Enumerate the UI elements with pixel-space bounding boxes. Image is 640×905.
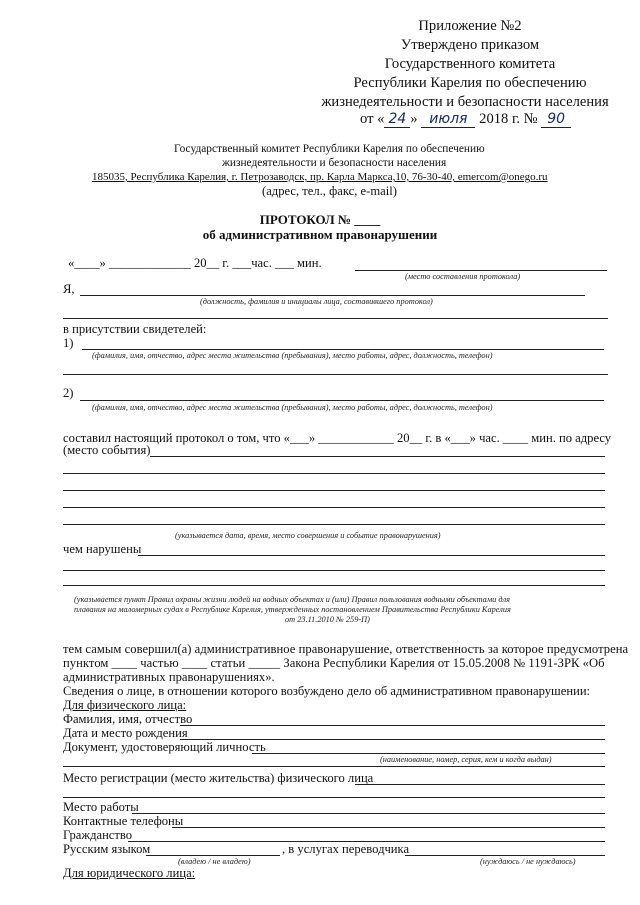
committed-line-3: административных правонарушениях». xyxy=(63,670,275,684)
witness-2-label: 2) xyxy=(63,386,74,400)
violated-label: чем нарушены xyxy=(63,542,142,556)
rules-caption-2: плавания на маломерных судах в Республике Карелия, утвержденных постановлением Правительства Республики Карелия xyxy=(74,605,511,614)
legal-heading: Для юридического лица: xyxy=(63,866,196,880)
event-place-label: (место события) xyxy=(63,443,151,457)
date-prefix: от « xyxy=(360,111,385,127)
phones-label: Контактные телефоны xyxy=(63,814,184,828)
appendix-line-4: Республики Карелия по обеспечению xyxy=(353,75,587,91)
appendix-line-5: жизнедеятельности и безопасности населения xyxy=(321,94,609,110)
rules-caption-1: (указывается пункт Правил охраны жизни людей на водных объектах и (или) Правил пользования водными объектами для xyxy=(74,595,511,604)
witness-2-caption: (фамилия, имя, отчество, адрес места жительства (пребывания), место работы, адрес, должность, телефон) xyxy=(92,403,493,412)
org-contacts-caption: (адрес, тел., факс, e-mail) xyxy=(262,184,397,198)
witness-1-label: 1) xyxy=(63,336,74,350)
committed-line-2: пунктом ____ частью ____ статьи _____ Закона Республики Карелия от 15.05.2008 № 1191-ЗРК «Об xyxy=(63,656,605,670)
fio-label: Фамилия, имя, отчество xyxy=(63,712,193,726)
witness-1-caption: (фамилия, имя, отчество, адрес места жительства (пребывания), место работы, адрес, должность, телефон) xyxy=(92,351,493,360)
committed-line-1: тем самым совершил(а) административное правонарушение, ответственность за которое предусмотрена xyxy=(63,642,629,656)
doc-underline-2[interactable] xyxy=(63,766,605,767)
registration-label: Место регистрации (место жительства) физического лица xyxy=(63,771,374,785)
work-underline[interactable] xyxy=(132,813,605,814)
russian-label: Русским языком xyxy=(63,842,151,856)
date-day-handwritten: 24 xyxy=(384,111,410,128)
protocol-subtitle: об административном правонарушении xyxy=(202,227,438,242)
witness-2-underline xyxy=(80,400,604,401)
official-caption: (должность, фамилия и инициалы лица, составившего протокол) xyxy=(200,297,433,306)
info-line: Сведения о лице, в отношении которого возбуждено дело об административном правонарушении: xyxy=(63,684,591,698)
org-name-line-2: жизнедеятельности и безопасности населения xyxy=(222,157,447,169)
date-month-handwritten: июля xyxy=(421,111,475,128)
witnesses-label: в присутствии свидетелей: xyxy=(63,322,207,336)
date-time-line: «____» _____________ 20__ г. ___час. ___ мин. xyxy=(68,256,322,270)
work-label: Место работы xyxy=(63,800,139,814)
violated-underline-3 xyxy=(63,585,605,586)
protocol-title: ПРОТОКОЛ № ____ xyxy=(259,212,381,227)
phones-underline[interactable] xyxy=(172,827,605,828)
ya-label: Я, xyxy=(63,282,75,296)
event-underline-2 xyxy=(63,473,605,474)
citizenship-label: Гражданство xyxy=(63,828,133,842)
appendix-line-2: Утверждено приказом xyxy=(400,37,540,53)
registration-underline[interactable] xyxy=(355,784,605,785)
appendix-line-3: Государственного комитета xyxy=(384,56,556,72)
appendix-line-1: Приложение №2 xyxy=(418,18,522,34)
composed-line: составил настоящий протокол о том, что «___» ____________ 20__ г. в «___» час. ____ мин. по адресу xyxy=(63,431,612,445)
birth-label: Дата и место рождения xyxy=(63,726,188,740)
translator-underline[interactable] xyxy=(405,855,605,856)
event-underline-4 xyxy=(63,507,605,508)
fio-underline[interactable] xyxy=(180,725,605,726)
org-name-line-1: Государственный комитет Республики Карелия по обеспечению xyxy=(174,143,485,155)
doc-underline[interactable] xyxy=(252,753,605,754)
place-underline xyxy=(355,270,607,271)
event-caption: (указывается дата, время, место совершения и событие правонарушения) xyxy=(175,531,441,540)
official-underline xyxy=(80,295,585,296)
order-number-handwritten: 90 xyxy=(541,111,571,128)
org-address: 185035, Республика Карелия, г. Петрозаводск, пр. Карла Маркса,10, 76-30-40, emercom@onego.ru xyxy=(92,171,548,183)
translator-caption: (нуждаюсь / не нуждаюсь) xyxy=(480,857,576,866)
lang-caption: (владею / не владею) xyxy=(178,857,251,866)
event-underline-5 xyxy=(63,524,605,525)
appendix-date-line xyxy=(360,111,571,128)
witness-1-underline xyxy=(82,349,604,350)
place-caption: (место составления протокола) xyxy=(405,272,521,281)
registration-underline-2[interactable] xyxy=(63,797,605,798)
event-underline-1 xyxy=(150,456,605,457)
individual-heading: Для физического лица: xyxy=(63,698,187,712)
event-underline-3 xyxy=(63,490,605,491)
violated-underline-2 xyxy=(63,570,605,571)
date-mid: » xyxy=(410,111,418,127)
translator-label: , в услугах переводчика xyxy=(282,842,410,856)
doc-label: Документ, удостоверяющий личность xyxy=(63,740,266,754)
rules-caption-3: от 23.11.2010 № 259-П) xyxy=(285,615,370,624)
violated-underline-1 xyxy=(138,555,605,556)
official-underline-2 xyxy=(63,318,608,319)
witness-1-underline-2 xyxy=(63,374,608,375)
doc-caption: (наименование, номер, серия, кем и когда выдан) xyxy=(380,755,552,764)
date-year: 2018 г. № xyxy=(479,111,538,127)
russian-underline[interactable] xyxy=(146,855,280,856)
